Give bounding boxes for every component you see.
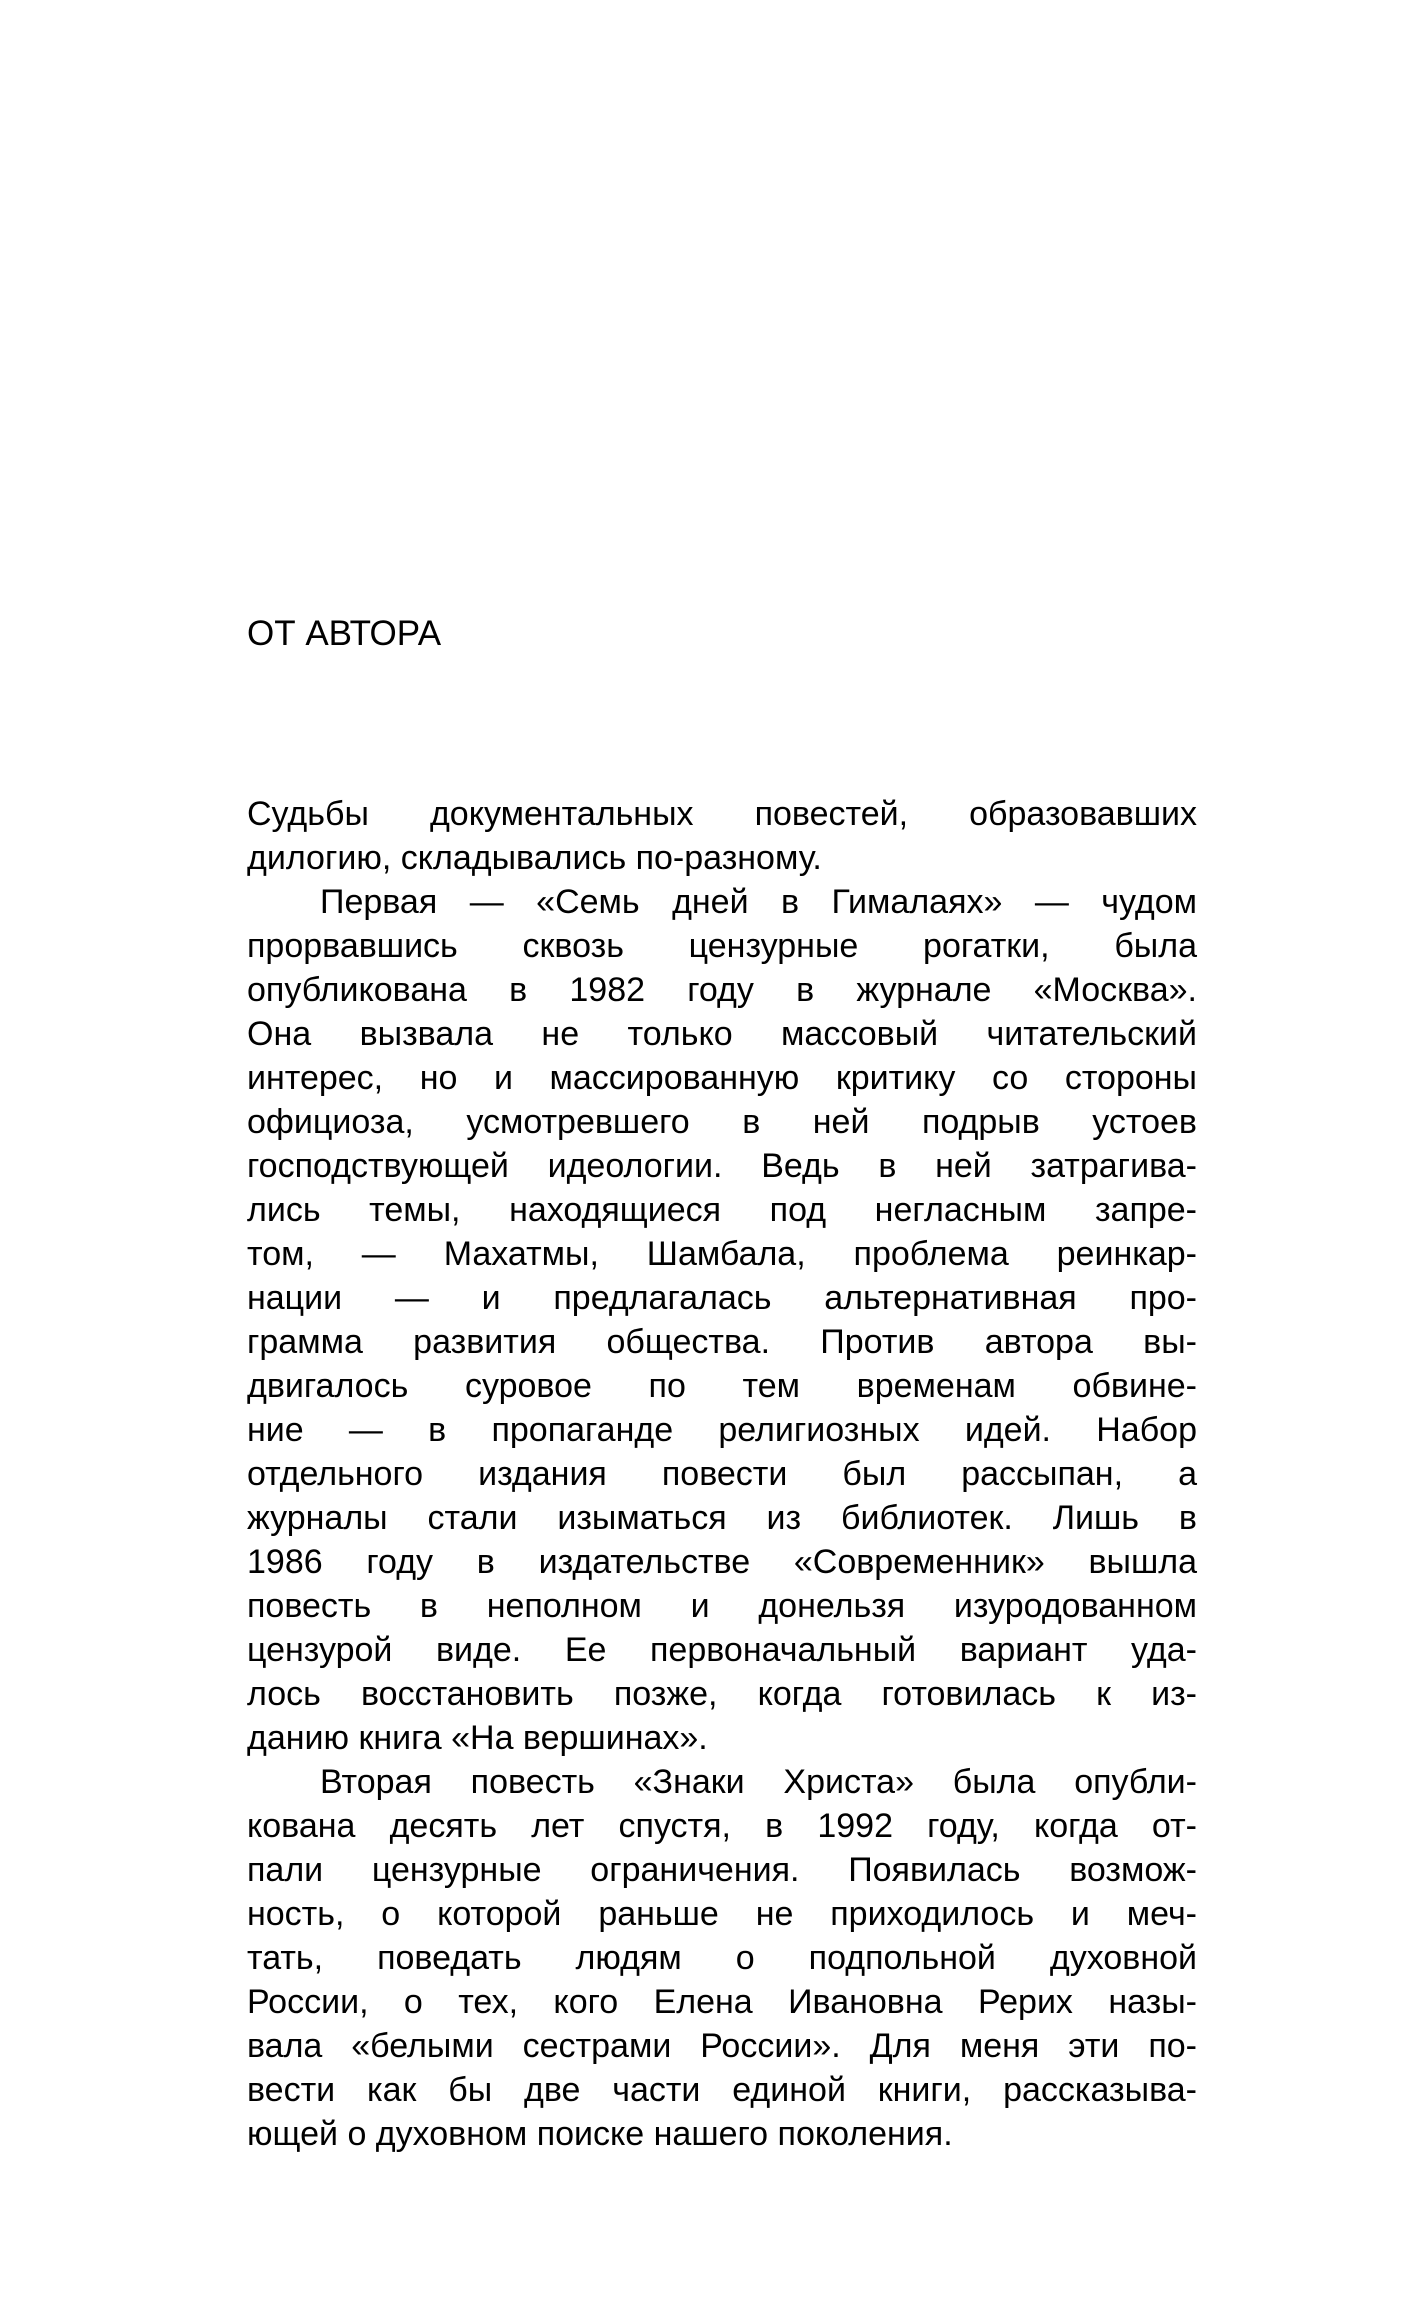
text-line: двигалось суровое по тем временам обвине-: [247, 1367, 1197, 1405]
text-line: России, о тех, кого Елена Ивановна Рерих назы-: [247, 1983, 1197, 2021]
text-line: том, — Махатмы, Шамбала, проблема реинкар-: [247, 1235, 1197, 1273]
text-line: опубликована в 1982 году в журнале «Москва».: [247, 971, 1197, 1009]
text-line: Вторая повесть «Знаки Христа» была опубли-: [320, 1763, 1197, 1801]
text-line: тать, поведать людям о подпольной духовной: [247, 1939, 1197, 1977]
page-title: ОТ АВТОРА: [247, 614, 442, 653]
text-line: повесть в неполном и донельзя изуродованном: [247, 1587, 1197, 1625]
text-line: прорвавшись сквозь цензурные рогатки, была: [247, 927, 1197, 965]
text-line: господствующей идеологии. Ведь в ней затрагива-: [247, 1147, 1197, 1185]
text-line: лись темы, находящиеся под негласным запре-: [247, 1191, 1197, 1229]
text-line: кована десять лет спустя, в 1992 году, когда от-: [247, 1807, 1197, 1845]
text-line: вала «белыми сестрами России». Для меня эти по-: [247, 2027, 1197, 2065]
text-line: отдельного издания повести был рассыпан, а: [247, 1455, 1197, 1493]
paragraph-1: [247, 792, 1197, 880]
text-line: ющей о духовном поиске нашего поколения.: [247, 2115, 953, 2153]
text-line: дилогию, складывались по-разному.: [247, 839, 822, 877]
text-line: официоза, усмотревшего в ней подрыв устоев: [247, 1103, 1197, 1141]
text-line: ность, о которой раньше не приходилось и меч-: [247, 1895, 1197, 1933]
text-line: Судьбы документальных повестей, образовавших: [247, 795, 1197, 833]
text-line: Первая — «Семь дней в Гималаях» — чудом: [320, 883, 1197, 921]
text-line: ние — в пропаганде религиозных идей. Набор: [247, 1411, 1197, 1449]
text-line: Она вызвала не только массовый читательский: [247, 1015, 1197, 1053]
text-line: цензурой виде. Ее первоначальный вариант уда-: [247, 1631, 1197, 1669]
text-line: журналы стали изыматься из библиотек. Лишь в: [247, 1499, 1197, 1537]
text-line: 1986 году в издательстве «Современник» вышла: [247, 1543, 1197, 1581]
paragraph-3: [247, 1760, 1197, 2156]
body-text: [247, 792, 1197, 2156]
text-line: вести как бы две части единой книги, рассказыва-: [247, 2071, 1197, 2109]
text-line: пали цензурные ограничения. Появилась возмож-: [247, 1851, 1197, 1889]
text-line: лось восстановить позже, когда готовилась к из-: [247, 1675, 1197, 1713]
paragraph-2: [247, 880, 1197, 1760]
text-line: интерес, но и массированную критику со стороны: [247, 1059, 1197, 1097]
text-line: грамма развития общества. Против автора вы-: [247, 1323, 1197, 1361]
text-line: нации — и предлагалась альтернативная про-: [247, 1279, 1197, 1317]
text-line: данию книга «На вершинах».: [247, 1719, 708, 1757]
